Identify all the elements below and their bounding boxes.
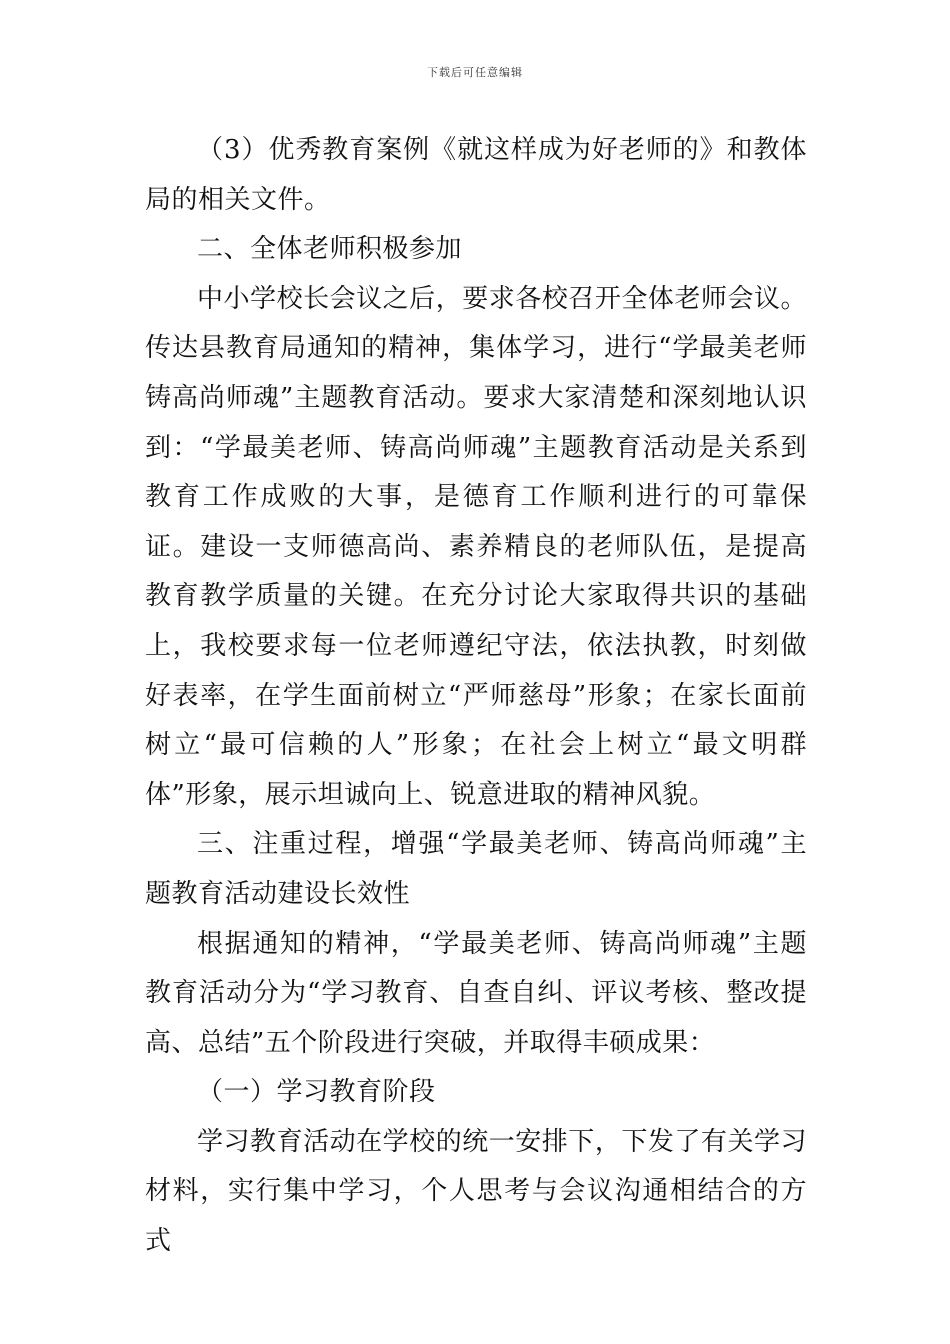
paragraph-study-education: 学习教育活动在学校的统一安排下，下发了有关学习材料，实行集中学习，个人思考与会议沟通相结合的方式 — [145, 1126, 807, 1257]
document-body — [145, 126, 807, 1267]
section-heading-3: 三、注重过程，增强“学最美老师、铸高尚师魂”主题教育活动建设长效性 — [145, 829, 807, 909]
paragraph-materials-item-3: （3）优秀教育案例《就这样成为好老师的》和教体局的相关文件。 — [145, 135, 807, 215]
paragraph-activity-stages: 根据通知的精神，“学最美老师、铸高尚师魂”主题教育活动分为“学习教育、自查自纠、评议考核、整改提高、总结”五个阶段进行突破，并取得丰硕成果： — [145, 928, 807, 1058]
subsection-heading-1: （一）学习教育阶段 — [197, 1077, 436, 1108]
page-header-note: 下载后可任意编辑 — [427, 66, 523, 79]
section-heading-2: 二、全体老师积极参加 — [197, 234, 463, 265]
paragraph-teacher-meeting: 中小学校长会议之后，要求各校召开全体老师会议。传达县教育局通知的精神，集体学习，进行“学最美老师铸高尚师魂”主题教育活动。要求大家清楚和深刻地认识到：“学最美老师、铸高尚师魂”主题教育活动是关系到教育工作成败的大事，是德育工作顺利进行的可靠保证。建设一支师德高尚、素养精良的老师队伍，是提高教育教学质量的关键。在充分讨论大家取得共识的基础上，我校要求每一位老师遵纪守法，依法执教，时刻做好表率，在学生面前树立“严师慈母”形象；在家长面前树立“最可信赖的人”形象；在社会上树立“最文明群体”形象，展示坦诚向上、锐意进取的精神风貌。 — [145, 283, 807, 810]
